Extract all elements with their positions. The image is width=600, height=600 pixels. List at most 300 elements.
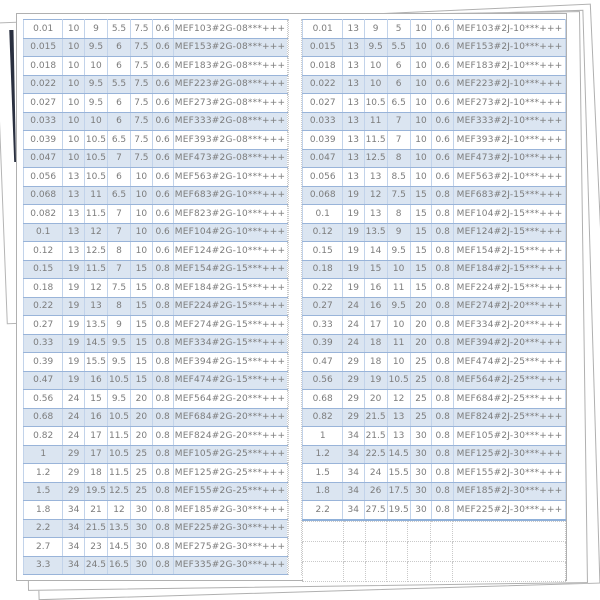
value-cell: 10 xyxy=(364,57,387,76)
value-cell: 19 xyxy=(63,334,85,353)
value-cell: 10 xyxy=(84,112,107,131)
value-cell: 0.039 xyxy=(303,131,342,150)
value-cell: 0.8 xyxy=(152,408,173,427)
part-number-cell: MEF394#2J-20***+++ xyxy=(454,334,566,353)
value-cell: 13.5 xyxy=(84,316,107,335)
table-row xyxy=(303,186,566,205)
value-cell: 15 xyxy=(410,242,432,261)
value-cell: 11 xyxy=(387,334,410,353)
value-cell: 13 xyxy=(342,112,364,131)
value-cell: 0.18 xyxy=(24,279,63,298)
page-sheet-front xyxy=(16,13,567,581)
value-cell: 10.5 xyxy=(107,408,130,427)
value-cell: 0.6 xyxy=(152,168,173,187)
part-number-cell: MEF684#2J-25***+++ xyxy=(454,390,566,409)
value-cell: 15 xyxy=(131,371,153,390)
value-cell: 15 xyxy=(410,223,432,242)
value-cell: 5 xyxy=(387,20,410,39)
value-cell: 7.5 xyxy=(131,94,153,113)
value-cell: 8 xyxy=(107,297,130,316)
table-row xyxy=(303,408,566,427)
empty-grid-rows xyxy=(302,521,566,582)
value-cell: 13.5 xyxy=(364,223,387,242)
value-cell: 9 xyxy=(107,316,130,335)
value-cell: 15 xyxy=(410,279,432,298)
value-cell: 10.5 xyxy=(387,371,410,390)
value-cell: 20 xyxy=(131,408,153,427)
value-cell: 0.22 xyxy=(24,297,63,316)
value-cell: 19 xyxy=(342,260,364,279)
part-number-cell: MEF105#2J-30***+++ xyxy=(454,427,566,446)
table-row xyxy=(24,57,288,76)
value-cell: 9.5 xyxy=(387,242,410,261)
empty-cell xyxy=(408,541,430,561)
value-cell: 2.2 xyxy=(24,519,63,538)
empty-cell xyxy=(408,561,430,581)
value-cell: 19 xyxy=(342,242,364,261)
table-row xyxy=(24,94,288,113)
value-cell: 34 xyxy=(63,501,85,520)
value-cell: 12 xyxy=(364,186,387,205)
value-cell: 15 xyxy=(131,260,153,279)
part-number-cell: MEF225#2J-30***+++ xyxy=(454,501,566,520)
value-cell: 0.6 xyxy=(432,112,454,131)
table-row xyxy=(24,334,288,353)
value-cell: 21.5 xyxy=(364,427,387,446)
table-row xyxy=(303,279,566,298)
table-row xyxy=(303,131,566,150)
table-row xyxy=(303,94,566,113)
value-cell: 0.8 xyxy=(152,538,173,557)
value-cell: 19 xyxy=(342,279,364,298)
value-cell: 0.8 xyxy=(432,260,454,279)
value-cell: 15 xyxy=(131,353,153,372)
value-cell: 15 xyxy=(364,260,387,279)
value-cell: 12 xyxy=(84,223,107,242)
value-cell: 0.6 xyxy=(152,223,173,242)
value-cell: 10 xyxy=(410,20,432,39)
part-number-cell: MEF224#2J-15***+++ xyxy=(454,279,566,298)
value-cell: 25 xyxy=(131,445,153,464)
value-cell: 2.2 xyxy=(303,501,342,520)
value-cell: 10 xyxy=(131,186,153,205)
value-cell: 13 xyxy=(84,297,107,316)
value-cell: 10.5 xyxy=(107,445,130,464)
value-cell: 0.6 xyxy=(152,149,173,168)
value-cell: 34 xyxy=(342,464,364,483)
value-cell: 7 xyxy=(107,205,130,224)
value-cell: 17.5 xyxy=(387,482,410,501)
value-cell: 22.5 xyxy=(364,445,387,464)
value-cell: 13.5 xyxy=(107,519,130,538)
value-cell: 25 xyxy=(410,371,432,390)
value-cell: 0.8 xyxy=(432,464,454,483)
table-row xyxy=(303,57,566,76)
value-cell: 0.1 xyxy=(303,205,342,224)
value-cell: 10 xyxy=(63,112,85,131)
value-cell: 15 xyxy=(131,279,153,298)
value-cell: 0.27 xyxy=(303,297,342,316)
tables-container xyxy=(23,19,566,582)
value-cell: 8 xyxy=(387,205,410,224)
value-cell: 6 xyxy=(107,57,130,76)
value-cell: 0.12 xyxy=(24,242,63,261)
value-cell: 17 xyxy=(364,316,387,335)
value-cell: 0.8 xyxy=(152,353,173,372)
value-cell: 9.5 xyxy=(387,297,410,316)
value-cell: 11.5 xyxy=(107,464,130,483)
value-cell: 1.2 xyxy=(24,464,63,483)
value-cell: 19 xyxy=(342,205,364,224)
table-row xyxy=(24,482,288,501)
value-cell: 24 xyxy=(342,334,364,353)
empty-cell xyxy=(303,521,343,541)
value-cell: 0.8 xyxy=(432,186,454,205)
value-cell: 0.056 xyxy=(24,168,63,187)
table-row xyxy=(24,538,288,557)
value-cell: 10 xyxy=(84,57,107,76)
value-cell: 34 xyxy=(63,519,85,538)
part-number-cell: MEF154#2G-15***+++ xyxy=(173,260,287,279)
value-cell: 6.5 xyxy=(107,186,130,205)
empty-cell xyxy=(387,541,408,561)
table-row xyxy=(24,260,288,279)
table-row xyxy=(24,20,288,39)
value-cell: 10.5 xyxy=(84,131,107,150)
part-number-cell: MEF273#2J-10***+++ xyxy=(454,94,566,113)
value-cell: 0.6 xyxy=(152,38,173,57)
table-row xyxy=(24,519,288,538)
table-gap-column xyxy=(288,19,303,575)
value-cell: 30 xyxy=(131,556,153,575)
value-cell: 7.5 xyxy=(131,112,153,131)
value-cell: 5.5 xyxy=(107,20,130,39)
value-cell: 10 xyxy=(63,149,85,168)
value-cell: 0.6 xyxy=(152,112,173,131)
value-cell: 25 xyxy=(410,353,432,372)
value-cell: 0.33 xyxy=(24,334,63,353)
spec-table-left xyxy=(23,19,288,575)
value-cell: 13 xyxy=(342,168,364,187)
value-cell: 30 xyxy=(131,501,153,520)
value-cell: 19 xyxy=(63,353,85,372)
value-cell: 0.47 xyxy=(303,353,342,372)
value-cell: 0.018 xyxy=(24,57,63,76)
value-cell: 10 xyxy=(410,149,432,168)
value-cell: 15 xyxy=(131,297,153,316)
value-cell: 10 xyxy=(410,131,432,150)
part-number-cell: MEF393#2J-10***+++ xyxy=(454,131,566,150)
value-cell: 34 xyxy=(342,482,364,501)
part-number-cell: MEF333#2G-08***+++ xyxy=(173,112,287,131)
value-cell: 9.5 xyxy=(84,94,107,113)
value-cell: 20 xyxy=(410,334,432,353)
value-cell: 6 xyxy=(387,57,410,76)
table-row xyxy=(24,445,288,464)
value-cell: 29 xyxy=(63,445,85,464)
table-row xyxy=(24,316,288,335)
value-cell: 9.5 xyxy=(107,334,130,353)
value-cell: 12 xyxy=(107,501,130,520)
table-row xyxy=(303,260,566,279)
empty-row xyxy=(303,561,566,581)
value-cell: 0.027 xyxy=(303,94,342,113)
table-row xyxy=(303,149,566,168)
value-cell: 7.5 xyxy=(131,131,153,150)
value-cell: 18 xyxy=(84,464,107,483)
part-number-cell: MEF104#2J-15***+++ xyxy=(454,205,566,224)
table-row xyxy=(24,353,288,372)
value-cell: 15 xyxy=(131,334,153,353)
value-cell: 0.8 xyxy=(432,334,454,353)
part-number-cell: MEF185#2G-30***+++ xyxy=(173,501,287,520)
value-cell: 10 xyxy=(410,94,432,113)
table-row xyxy=(24,38,288,57)
table-row xyxy=(24,427,288,446)
value-cell: 7.5 xyxy=(131,75,153,94)
value-cell: 11.5 xyxy=(107,427,130,446)
value-cell: 9.5 xyxy=(84,38,107,57)
value-cell: 7 xyxy=(107,223,130,242)
table-row xyxy=(24,371,288,390)
value-cell: 6.5 xyxy=(107,131,130,150)
value-cell: 34 xyxy=(342,427,364,446)
value-cell: 0.33 xyxy=(303,316,342,335)
value-cell: 29 xyxy=(342,408,364,427)
value-cell: 0.8 xyxy=(432,390,454,409)
value-cell: 0.8 xyxy=(432,205,454,224)
value-cell: 14.5 xyxy=(84,334,107,353)
table-row xyxy=(24,131,288,150)
value-cell: 13 xyxy=(342,131,364,150)
value-cell: 14 xyxy=(364,242,387,261)
value-cell: 17 xyxy=(84,445,107,464)
value-cell: 13 xyxy=(342,38,364,57)
value-cell: 18 xyxy=(364,334,387,353)
table-row xyxy=(24,279,288,298)
value-cell: 0.8 xyxy=(152,279,173,298)
value-cell: 1.8 xyxy=(303,482,342,501)
value-cell: 1 xyxy=(303,427,342,446)
table-row xyxy=(303,75,566,94)
value-cell: 0.068 xyxy=(303,186,342,205)
value-cell: 7 xyxy=(387,131,410,150)
value-cell: 9.5 xyxy=(107,353,130,372)
part-number-cell: MEF155#2G-25***+++ xyxy=(173,482,287,501)
part-number-cell: MEF394#2G-15***+++ xyxy=(173,353,287,372)
value-cell: 24 xyxy=(342,316,364,335)
table-row xyxy=(24,186,288,205)
value-cell: 10 xyxy=(63,75,85,94)
part-number-cell: MEF334#2G-15***+++ xyxy=(173,334,287,353)
value-cell: 7.5 xyxy=(131,57,153,76)
empty-cell xyxy=(343,521,365,541)
table-row xyxy=(24,168,288,187)
part-number-cell: MEF103#2J-10***+++ xyxy=(454,20,566,39)
value-cell: 23 xyxy=(84,538,107,557)
value-cell: 0.068 xyxy=(24,186,63,205)
value-cell: 7.5 xyxy=(131,20,153,39)
value-cell: 10 xyxy=(131,242,153,261)
value-cell: 13 xyxy=(387,408,410,427)
value-cell: 24 xyxy=(342,297,364,316)
value-cell: 0.8 xyxy=(432,223,454,242)
value-cell: 10.5 xyxy=(84,149,107,168)
value-cell: 19 xyxy=(63,260,85,279)
value-cell: 12 xyxy=(387,390,410,409)
value-cell: 0.15 xyxy=(303,242,342,261)
value-cell: 0.15 xyxy=(24,260,63,279)
value-cell: 24 xyxy=(63,427,85,446)
value-cell: 0.82 xyxy=(303,408,342,427)
value-cell: 0.047 xyxy=(303,149,342,168)
table-row xyxy=(24,112,288,131)
value-cell: 16.5 xyxy=(107,556,130,575)
value-cell: 30 xyxy=(410,482,432,501)
value-cell: 24.5 xyxy=(84,556,107,575)
value-cell: 6 xyxy=(107,112,130,131)
value-cell: 16 xyxy=(84,408,107,427)
part-number-cell: MEF223#2G-08***+++ xyxy=(173,75,287,94)
table-row xyxy=(303,242,566,261)
value-cell: 0.8 xyxy=(152,519,173,538)
value-cell: 5.5 xyxy=(387,38,410,57)
value-cell: 0.8 xyxy=(432,353,454,372)
value-cell: 8 xyxy=(107,242,130,261)
value-cell: 13 xyxy=(342,94,364,113)
value-cell: 20 xyxy=(364,390,387,409)
value-cell: 0.47 xyxy=(24,371,63,390)
value-cell: 13 xyxy=(342,149,364,168)
value-cell: 0.22 xyxy=(303,279,342,298)
value-cell: 10 xyxy=(387,353,410,372)
value-cell: 10 xyxy=(364,75,387,94)
value-cell: 0.015 xyxy=(303,38,342,57)
value-cell: 19.5 xyxy=(387,501,410,520)
value-cell: 9 xyxy=(84,20,107,39)
value-cell: 10 xyxy=(410,75,432,94)
empty-cell xyxy=(452,541,565,561)
table-row xyxy=(24,223,288,242)
value-cell: 0.56 xyxy=(24,390,63,409)
value-cell: 0.8 xyxy=(152,390,173,409)
part-number-cell: MEF125#2J-30***+++ xyxy=(454,445,566,464)
value-cell: 7 xyxy=(107,260,130,279)
part-number-cell: MEF393#2G-08***+++ xyxy=(173,131,287,150)
value-cell: 26 xyxy=(364,482,387,501)
value-cell: 13 xyxy=(63,223,85,242)
value-cell: 0.8 xyxy=(152,334,173,353)
value-cell: 0.01 xyxy=(24,20,63,39)
value-cell: 7 xyxy=(107,149,130,168)
table-row xyxy=(24,464,288,483)
value-cell: 34 xyxy=(342,445,364,464)
empty-cell xyxy=(303,541,343,561)
empty-row xyxy=(303,521,566,541)
table-row xyxy=(303,482,566,501)
value-cell: 0.6 xyxy=(432,149,454,168)
value-cell: 7.5 xyxy=(387,186,410,205)
value-cell: 0.6 xyxy=(152,205,173,224)
table-row xyxy=(24,205,288,224)
value-cell: 10 xyxy=(410,112,432,131)
value-cell: 0.8 xyxy=(432,445,454,464)
value-cell: 1.5 xyxy=(24,482,63,501)
value-cell: 15.5 xyxy=(84,353,107,372)
value-cell: 7.5 xyxy=(107,279,130,298)
part-number-cell: MEF125#2G-25***+++ xyxy=(173,464,287,483)
value-cell: 14.5 xyxy=(387,445,410,464)
value-cell: 17 xyxy=(84,427,107,446)
value-cell: 20 xyxy=(410,297,432,316)
empty-cell xyxy=(366,541,387,561)
value-cell: 19 xyxy=(63,371,85,390)
value-cell: 0.8 xyxy=(432,279,454,298)
table-row xyxy=(24,242,288,261)
part-number-cell: MEF563#2G-10***+++ xyxy=(173,168,287,187)
value-cell: 0.082 xyxy=(24,205,63,224)
value-cell: 15.5 xyxy=(387,464,410,483)
value-cell: 7.5 xyxy=(131,149,153,168)
table-row xyxy=(24,297,288,316)
value-cell: 15 xyxy=(84,390,107,409)
value-cell: 1.8 xyxy=(24,501,63,520)
part-number-cell: MEF333#2J-10***+++ xyxy=(454,112,566,131)
value-cell: 29 xyxy=(63,482,85,501)
value-cell: 13 xyxy=(63,186,85,205)
table-row xyxy=(303,205,566,224)
value-cell: 0.1 xyxy=(24,223,63,242)
value-cell: 12 xyxy=(84,279,107,298)
value-cell: 1 xyxy=(24,445,63,464)
part-number-cell: MEF473#2G-08***+++ xyxy=(173,149,287,168)
value-cell: 29 xyxy=(63,464,85,483)
value-cell: 10.5 xyxy=(364,94,387,113)
value-cell: 29 xyxy=(342,353,364,372)
value-cell: 0.8 xyxy=(432,427,454,446)
empty-cell xyxy=(430,561,452,581)
value-cell: 10 xyxy=(131,168,153,187)
value-cell: 14.5 xyxy=(107,538,130,557)
value-cell: 0.8 xyxy=(432,316,454,335)
value-cell: 10.5 xyxy=(84,168,107,187)
part-number-cell: MEF335#2G-30***+++ xyxy=(173,556,287,575)
value-cell: 21.5 xyxy=(84,519,107,538)
value-cell: 1.2 xyxy=(303,445,342,464)
value-cell: 13 xyxy=(364,205,387,224)
table-row xyxy=(24,408,288,427)
value-cell: 10 xyxy=(63,38,85,57)
value-cell: 13 xyxy=(63,205,85,224)
value-cell: 19 xyxy=(63,279,85,298)
value-cell: 0.033 xyxy=(24,112,63,131)
value-cell: 0.6 xyxy=(152,242,173,261)
value-cell: 0.8 xyxy=(432,297,454,316)
table-row xyxy=(303,334,566,353)
part-number-cell: MEF155#2J-30***+++ xyxy=(454,464,566,483)
part-number-cell: MEF224#2G-15***+++ xyxy=(173,297,287,316)
part-number-cell: MEF564#2J-25***+++ xyxy=(454,371,566,390)
value-cell: 0.6 xyxy=(432,94,454,113)
value-cell: 2.7 xyxy=(24,538,63,557)
value-cell: 11 xyxy=(364,112,387,131)
value-cell: 9 xyxy=(364,20,387,39)
value-cell: 10 xyxy=(63,131,85,150)
part-number-cell: MEF684#2G-20***+++ xyxy=(173,408,287,427)
part-number-cell: MEF473#2J-10***+++ xyxy=(454,149,566,168)
value-cell: 0.015 xyxy=(24,38,63,57)
value-cell: 11.5 xyxy=(84,260,107,279)
